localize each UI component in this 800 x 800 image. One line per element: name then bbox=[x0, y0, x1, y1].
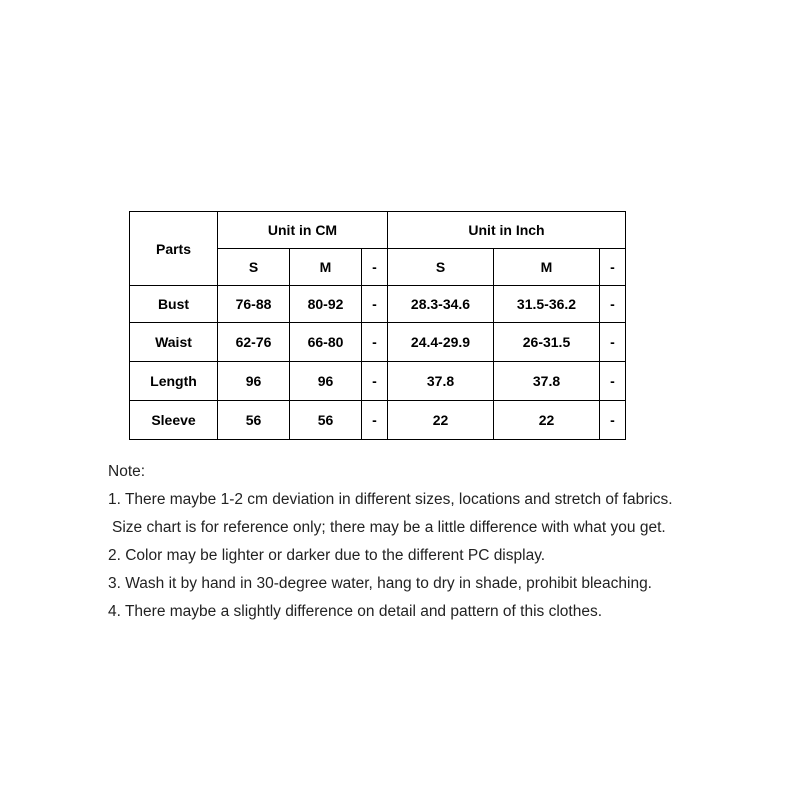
notes-section bbox=[108, 462, 788, 630]
cell-cm-s: 96 bbox=[218, 362, 290, 401]
size-chart-table bbox=[129, 211, 626, 440]
size-header-inch-s: S bbox=[388, 249, 494, 286]
part-label: Sleeve bbox=[130, 401, 218, 440]
cell-cm-dash: - bbox=[362, 401, 388, 440]
cell-inch-s: 24.4-29.9 bbox=[388, 323, 494, 362]
size-header-cm-m: M bbox=[290, 249, 362, 286]
cell-cm-s: 56 bbox=[218, 401, 290, 440]
cell-inch-dash: - bbox=[600, 286, 626, 323]
cell-inch-dash: - bbox=[600, 362, 626, 401]
cell-cm-m: 56 bbox=[290, 401, 362, 440]
cell-cm-dash: - bbox=[362, 323, 388, 362]
cell-inch-m: 37.8 bbox=[494, 362, 600, 401]
size-header-cm-dash: - bbox=[362, 249, 388, 286]
table-row-sleeve bbox=[130, 401, 626, 440]
size-header-inch-m: M bbox=[494, 249, 600, 286]
part-label: Waist bbox=[130, 323, 218, 362]
cell-cm-dash: - bbox=[362, 362, 388, 401]
table-row-bust bbox=[130, 286, 626, 323]
part-label: Length bbox=[130, 362, 218, 401]
cell-inch-s: 22 bbox=[388, 401, 494, 440]
cell-inch-s: 37.8 bbox=[388, 362, 494, 401]
cell-cm-s: 76-88 bbox=[218, 286, 290, 323]
cell-cm-dash: - bbox=[362, 286, 388, 323]
cell-inch-m: 22 bbox=[494, 401, 600, 440]
parts-header: Parts bbox=[130, 212, 218, 286]
cell-cm-m: 96 bbox=[290, 362, 362, 401]
cell-inch-dash: - bbox=[600, 401, 626, 440]
cell-cm-s: 62-76 bbox=[218, 323, 290, 362]
note-line-3: 3. Wash it by hand in 30-degree water, hang to dry in shade, prohibit bleaching. bbox=[108, 575, 652, 592]
size-header-cm-s: S bbox=[218, 249, 290, 286]
size-header-inch-dash: - bbox=[600, 249, 626, 286]
note-line-1-continued: Size chart is for reference only; there may be a little difference with what you get. bbox=[112, 519, 666, 536]
note-line-2: 2. Color may be lighter or darker due to the different PC display. bbox=[108, 547, 546, 564]
note-line-4: 4. There maybe a slightly difference on detail and pattern of this clothes. bbox=[108, 603, 603, 620]
notes-title: Note: bbox=[108, 463, 146, 480]
cell-inch-s: 28.3-34.6 bbox=[388, 286, 494, 323]
unit-cm-header: Unit in CM bbox=[218, 212, 388, 249]
table-row-length bbox=[130, 362, 626, 401]
cell-inch-m: 26-31.5 bbox=[494, 323, 600, 362]
table-header-row bbox=[130, 212, 626, 249]
note-line-1: 1. There maybe 1-2 cm deviation in different sizes, locations and stretch of fabrics. bbox=[108, 491, 673, 508]
table-row-waist bbox=[130, 323, 626, 362]
cell-cm-m: 66-80 bbox=[290, 323, 362, 362]
unit-inch-header: Unit in Inch bbox=[388, 212, 626, 249]
cell-inch-dash: - bbox=[600, 323, 626, 362]
part-label: Bust bbox=[130, 286, 218, 323]
cell-cm-m: 80-92 bbox=[290, 286, 362, 323]
cell-inch-m: 31.5-36.2 bbox=[494, 286, 600, 323]
